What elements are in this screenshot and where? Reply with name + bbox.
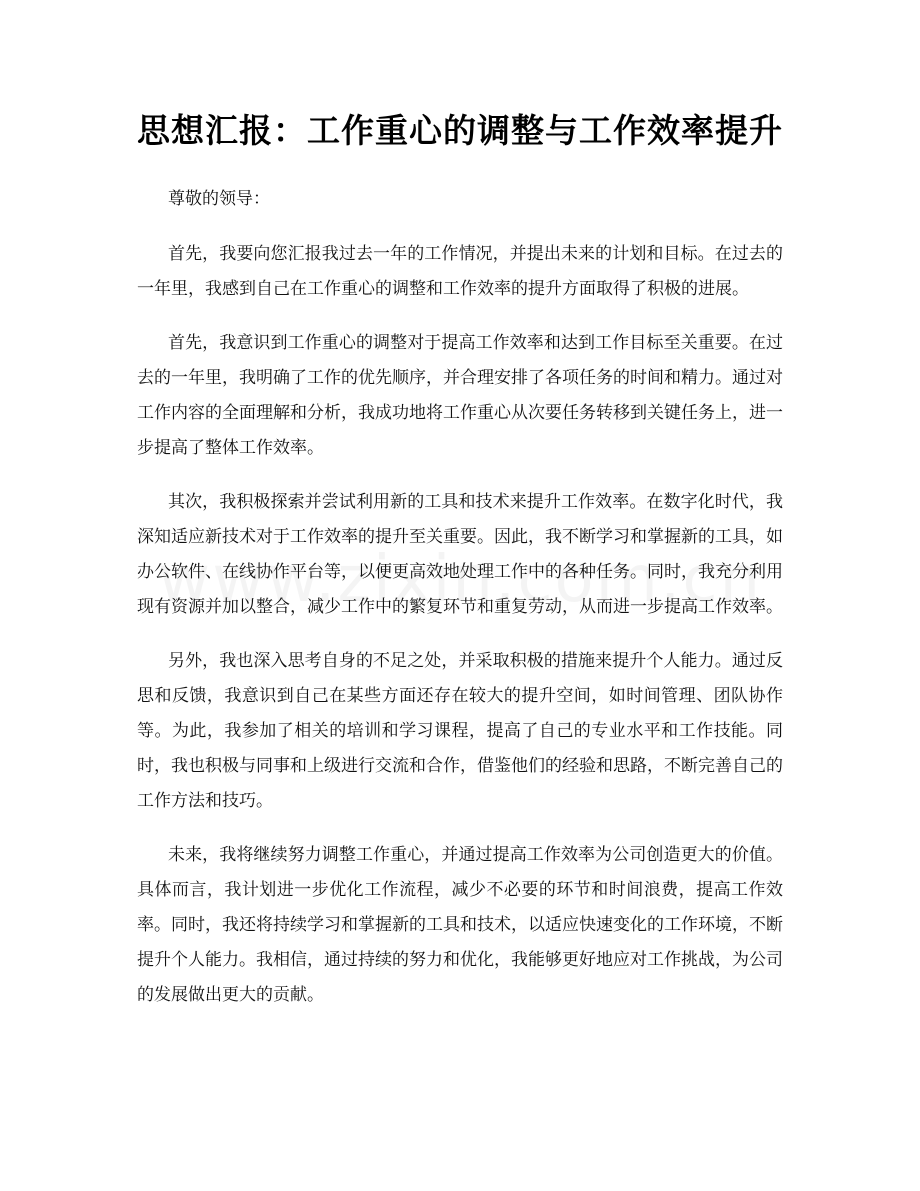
document-body <box>137 182 783 1032</box>
paragraph: 其次，我积极探索并尝试利用新的工具和技术来提升工作效率。在数字化时代，我深知适应新技术对于工作效率的提升至关重要。因此，我不断学习和掌握新的工具，如办公软件、在线协作平台等，以便更高效地处理工作中的各种任务。同时，我充分利用现有资源并加以整合，减少工作中的繁复环节和重复劳动，从而进一步提高工作效率。 <box>137 492 783 617</box>
paragraph: 另外，我也深入思考自身的不足之处，并采取积极的措施来提升个人能力。通过反思和反馈，我意识到自己在某些方面还存在较大的提升空间，如时间管理、团队协作等。为此，我参加了相关的培训和学习课程，提高了自己的专业水平和工作技能。同时，我也积极与同事和上级进行交流和合作，借鉴他们的经验和思路，不断完善自己的工作方法和技巧。 <box>137 651 783 811</box>
paragraph: 首先，我要向您汇报我过去一年的工作情况，并提出未来的计划和目标。在过去的一年里，我感到自己在工作重心的调整和工作效率的提升方面取得了积极的进展。 <box>137 244 783 299</box>
paragraph: 未来，我将继续努力调整工作重心，并通过提高工作效率为公司创造更大的价值。具体而言，我计划进一步优化工作流程，减少不必要的环节和时间浪费，提高工作效率。同时，我还将持续学习和掌握新的工具和技术，以适应快速变化的工作环境，不断提升个人能力。我相信，通过持续的努力和优化，我能够更好地应对工作挑战，为公司的发展做出更大的贡献。 <box>137 845 783 1005</box>
paragraph: 首先，我意识到工作重心的调整对于提高工作效率和达到工作目标至关重要。在过去的一年里，我明确了工作的优先顺序，并合理安排了各项任务的时间和精力。通过对工作内容的全面理解和分析，我成功地将工作重心从次要任务转移到关键任务上，进一步提高了整体工作效率。 <box>137 333 783 458</box>
page-title: 思想汇报：工作重心的调整与工作效率提升 <box>137 111 783 150</box>
salutation: 尊敬的领导： <box>168 189 270 209</box>
